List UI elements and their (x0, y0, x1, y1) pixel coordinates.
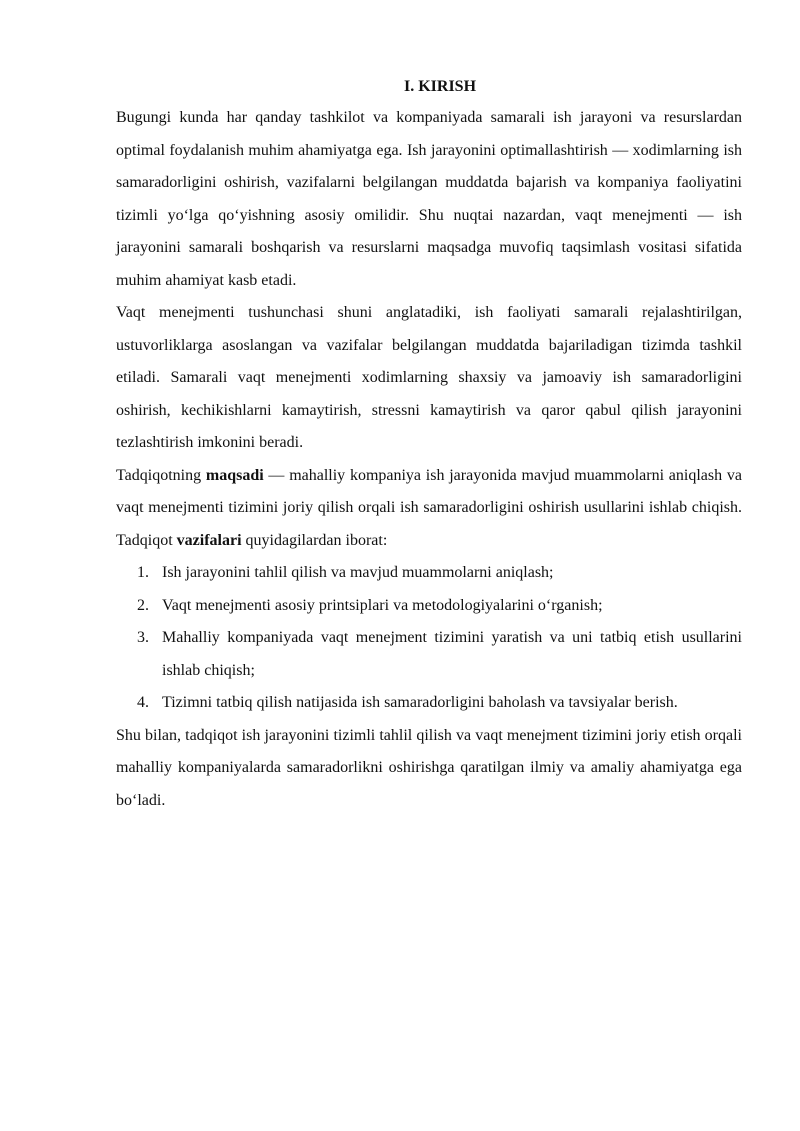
time-management-paragraph: Vaqt menejmenti tushunchasi shuni anglatadiki, ish faoliyati samarali rejalashtirilgan, ustuvorliklarga asoslangan va vazifalar belgilangan muddatda bajariladigan tizimda tashkil etiladi. Samarali vaqt menejmenti xodimlarning shaxsiy va jamoaviy ish samaradorligini oshirish, kechikishlarni kamaytirish, stressni kamaytirish va qaror qabul qilish jarayonini tezlashtirish imkonini beradi. (116, 304, 742, 451)
task-list (116, 557, 742, 720)
list-item (116, 590, 742, 623)
tasks-bold-term: vazifalari (176, 531, 242, 549)
list-item-text: Mahalliy kompaniyada vaqt menejment tizimini yaratish va uni tatbiq etish usullarini ishlab chiqish; (162, 629, 742, 679)
list-item (116, 557, 742, 590)
list-item-text: Vaqt menejmenti asosiy printsiplari va metodologiyalarini o‘rganish; (162, 596, 603, 614)
list-item-number: 4. (137, 694, 149, 711)
document-page (116, 72, 742, 817)
goal-text-part3: quyidagilardan iborat: (241, 531, 388, 549)
goal-text-part2: — mahalliy kompaniya ish jarayonida mavjud muammolarni aniqlash va vaqt menejmenti tizimini joriy qilish orqali ish samaradorligini oshirish usullarini ishlab chiqish. Tadqiqot (116, 466, 742, 549)
list-item-text: Tizimni tatbiq qilish natijasida ish samaradorligini baholash va tavsiyalar berish. (162, 694, 678, 711)
goal-bold-term: maqsadi (205, 466, 264, 484)
list-item-number: 2. (137, 596, 149, 614)
list-item (116, 622, 742, 687)
list-item-text: Ish jarayonini tahlil qilish va mavjud muammolarni aniqlash; (162, 564, 554, 581)
list-item (116, 687, 742, 720)
section-title: I. KIRISH (403, 78, 477, 95)
list-item-number: 3. (137, 629, 149, 646)
intro-paragraph: Bugungi kunda har qanday tashkilot va kompaniyada samarali ish jarayoni va resurslardan optimal foydalanish muhim ahamiyatga ega. Ish jarayonini optimallashtirish — xodimlarning ish samaradorligini oshirish, vazifalarni belgilangan muddatda bajarish va kompaniya faoliyatini tizimli yo‘lga qo‘yishning asosiy omilidir. Shu nuqtai nazardan, vaqt menejmenti — ish jarayonini samarali boshqarish va resurslarni maqsadga muvofiq taqsimlash vositasi sifatida muhim ahamiyat kasb etadi. (116, 109, 742, 289)
list-item-number: 1. (137, 564, 149, 581)
goal-text-part1: Tadqiqotning (116, 466, 206, 484)
conclusion-paragraph: Shu bilan, tadqiqot ish jarayonini tizimli tahlil qilish va vaqt menejment tizimini joriy etish orqali mahalliy kompaniyalarda samaradorlikni oshirishga qaratilgan ilmiy va amaliy ahamiyatga ega bo‘ladi. (116, 726, 742, 809)
research-goal-paragraph (116, 460, 742, 558)
